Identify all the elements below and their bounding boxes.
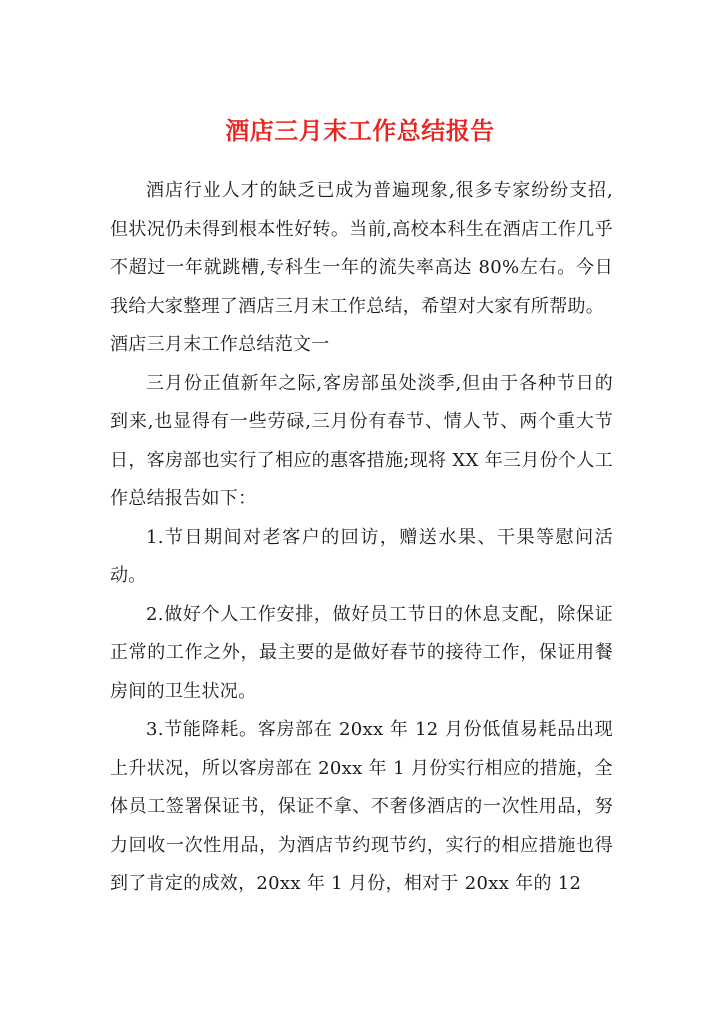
section-intro-paragraph: 三月份正值新年之际,客房部虽处淡季,但由于各种节日的到来,也显得有一些劳碌,三月份有春节、情人节、两个重大节日，客房部也实行了相应的惠客措施;现将 XX 年三月份个人工作总结报告如下： bbox=[110, 372, 613, 509]
intro-paragraph: 酒店行业人才的缺乏已成为普遍现象,很多专家纷纷支招,但状况仍未得到根本性好转。当前,高校本科生在酒店工作几乎不超过一年就跳槽,专科生一年的流失率高达 80%左右。今日我给大家整理了酒店三月末工作总结，希望对大家有所帮助。 bbox=[110, 180, 613, 317]
document-title: 酒店三月末工作总结报告 bbox=[225, 116, 495, 145]
list-item-1: 1.节日期间对老客户的回访，赠送水果、干果等慰问活动。 bbox=[110, 526, 613, 586]
list-item-3: 3.节能降耗。客房部在 20xx 年 12 月份低值易耗品出现上升状况，所以客房部在 20xx 年 1 月份实行相应的措施，全体员工签署保证书，保证不拿、不奢侈酒店的一次性用品，努力回收一次性用品，为酒店节约现节约，实行的相应措施也得到了肯定的成效，20xx 年 1 月份，相对于 20xx 年的 12 bbox=[110, 719, 613, 894]
document-body bbox=[110, 172, 613, 904]
list-item-2: 2.做好个人工作安排，做好员工节日的休息支配，除保证正常的工作之外，最主要的是做好春节的接待工作，保证用餐房间的卫生状况。 bbox=[110, 603, 613, 702]
section-heading: 酒店三月末工作总结范文一 bbox=[110, 334, 330, 355]
